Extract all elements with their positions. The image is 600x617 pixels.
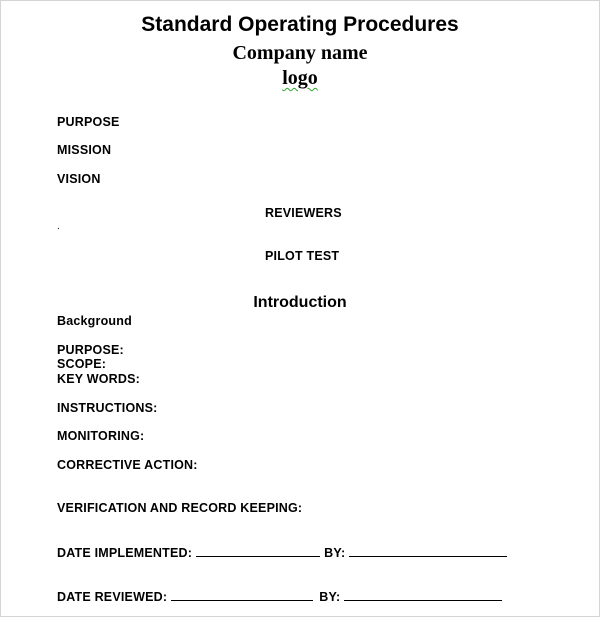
background-label: Background (57, 314, 132, 328)
verification-label: VERIFICATION AND RECORD KEEPING: (57, 501, 303, 515)
scope-label: SCOPE: (57, 357, 107, 371)
document-title: Standard Operating Procedures (141, 13, 459, 36)
header-vision: VISION (57, 172, 101, 186)
implemented-by-blank (349, 544, 507, 557)
purpose-label: PURPOSE: (57, 343, 124, 357)
company-name: Company name (232, 42, 368, 64)
date-reviewed-blank (171, 588, 313, 601)
date-reviewed-label: DATE REVIEWED: (57, 590, 168, 604)
reviewed-by-blank (344, 588, 502, 601)
date-reviewed-row (57, 588, 502, 604)
date-implemented-row (57, 544, 507, 560)
header-purpose: PURPOSE (57, 115, 120, 129)
instructions-label: INSTRUCTIONS: (57, 401, 158, 415)
logo-placeholder (1, 67, 599, 90)
reviewers-heading: REVIEWERS (265, 206, 342, 220)
stray-mark: . (57, 221, 60, 232)
key-words-label: KEY WORDS: (57, 372, 141, 386)
header-mission: MISSION (57, 143, 112, 157)
reviewed-by-label: BY: (319, 590, 341, 604)
date-implemented-label: DATE IMPLEMENTED: (57, 546, 193, 560)
corrective-action-label: CORRECTIVE ACTION: (57, 458, 198, 472)
introduction-heading: Introduction (253, 294, 347, 311)
pilot-test-heading: PILOT TEST (265, 249, 340, 263)
date-implemented-blank (196, 544, 320, 557)
implemented-by-label: BY: (324, 546, 346, 560)
monitoring-label: MONITORING: (57, 429, 145, 443)
logo-text: logo (282, 67, 318, 89)
